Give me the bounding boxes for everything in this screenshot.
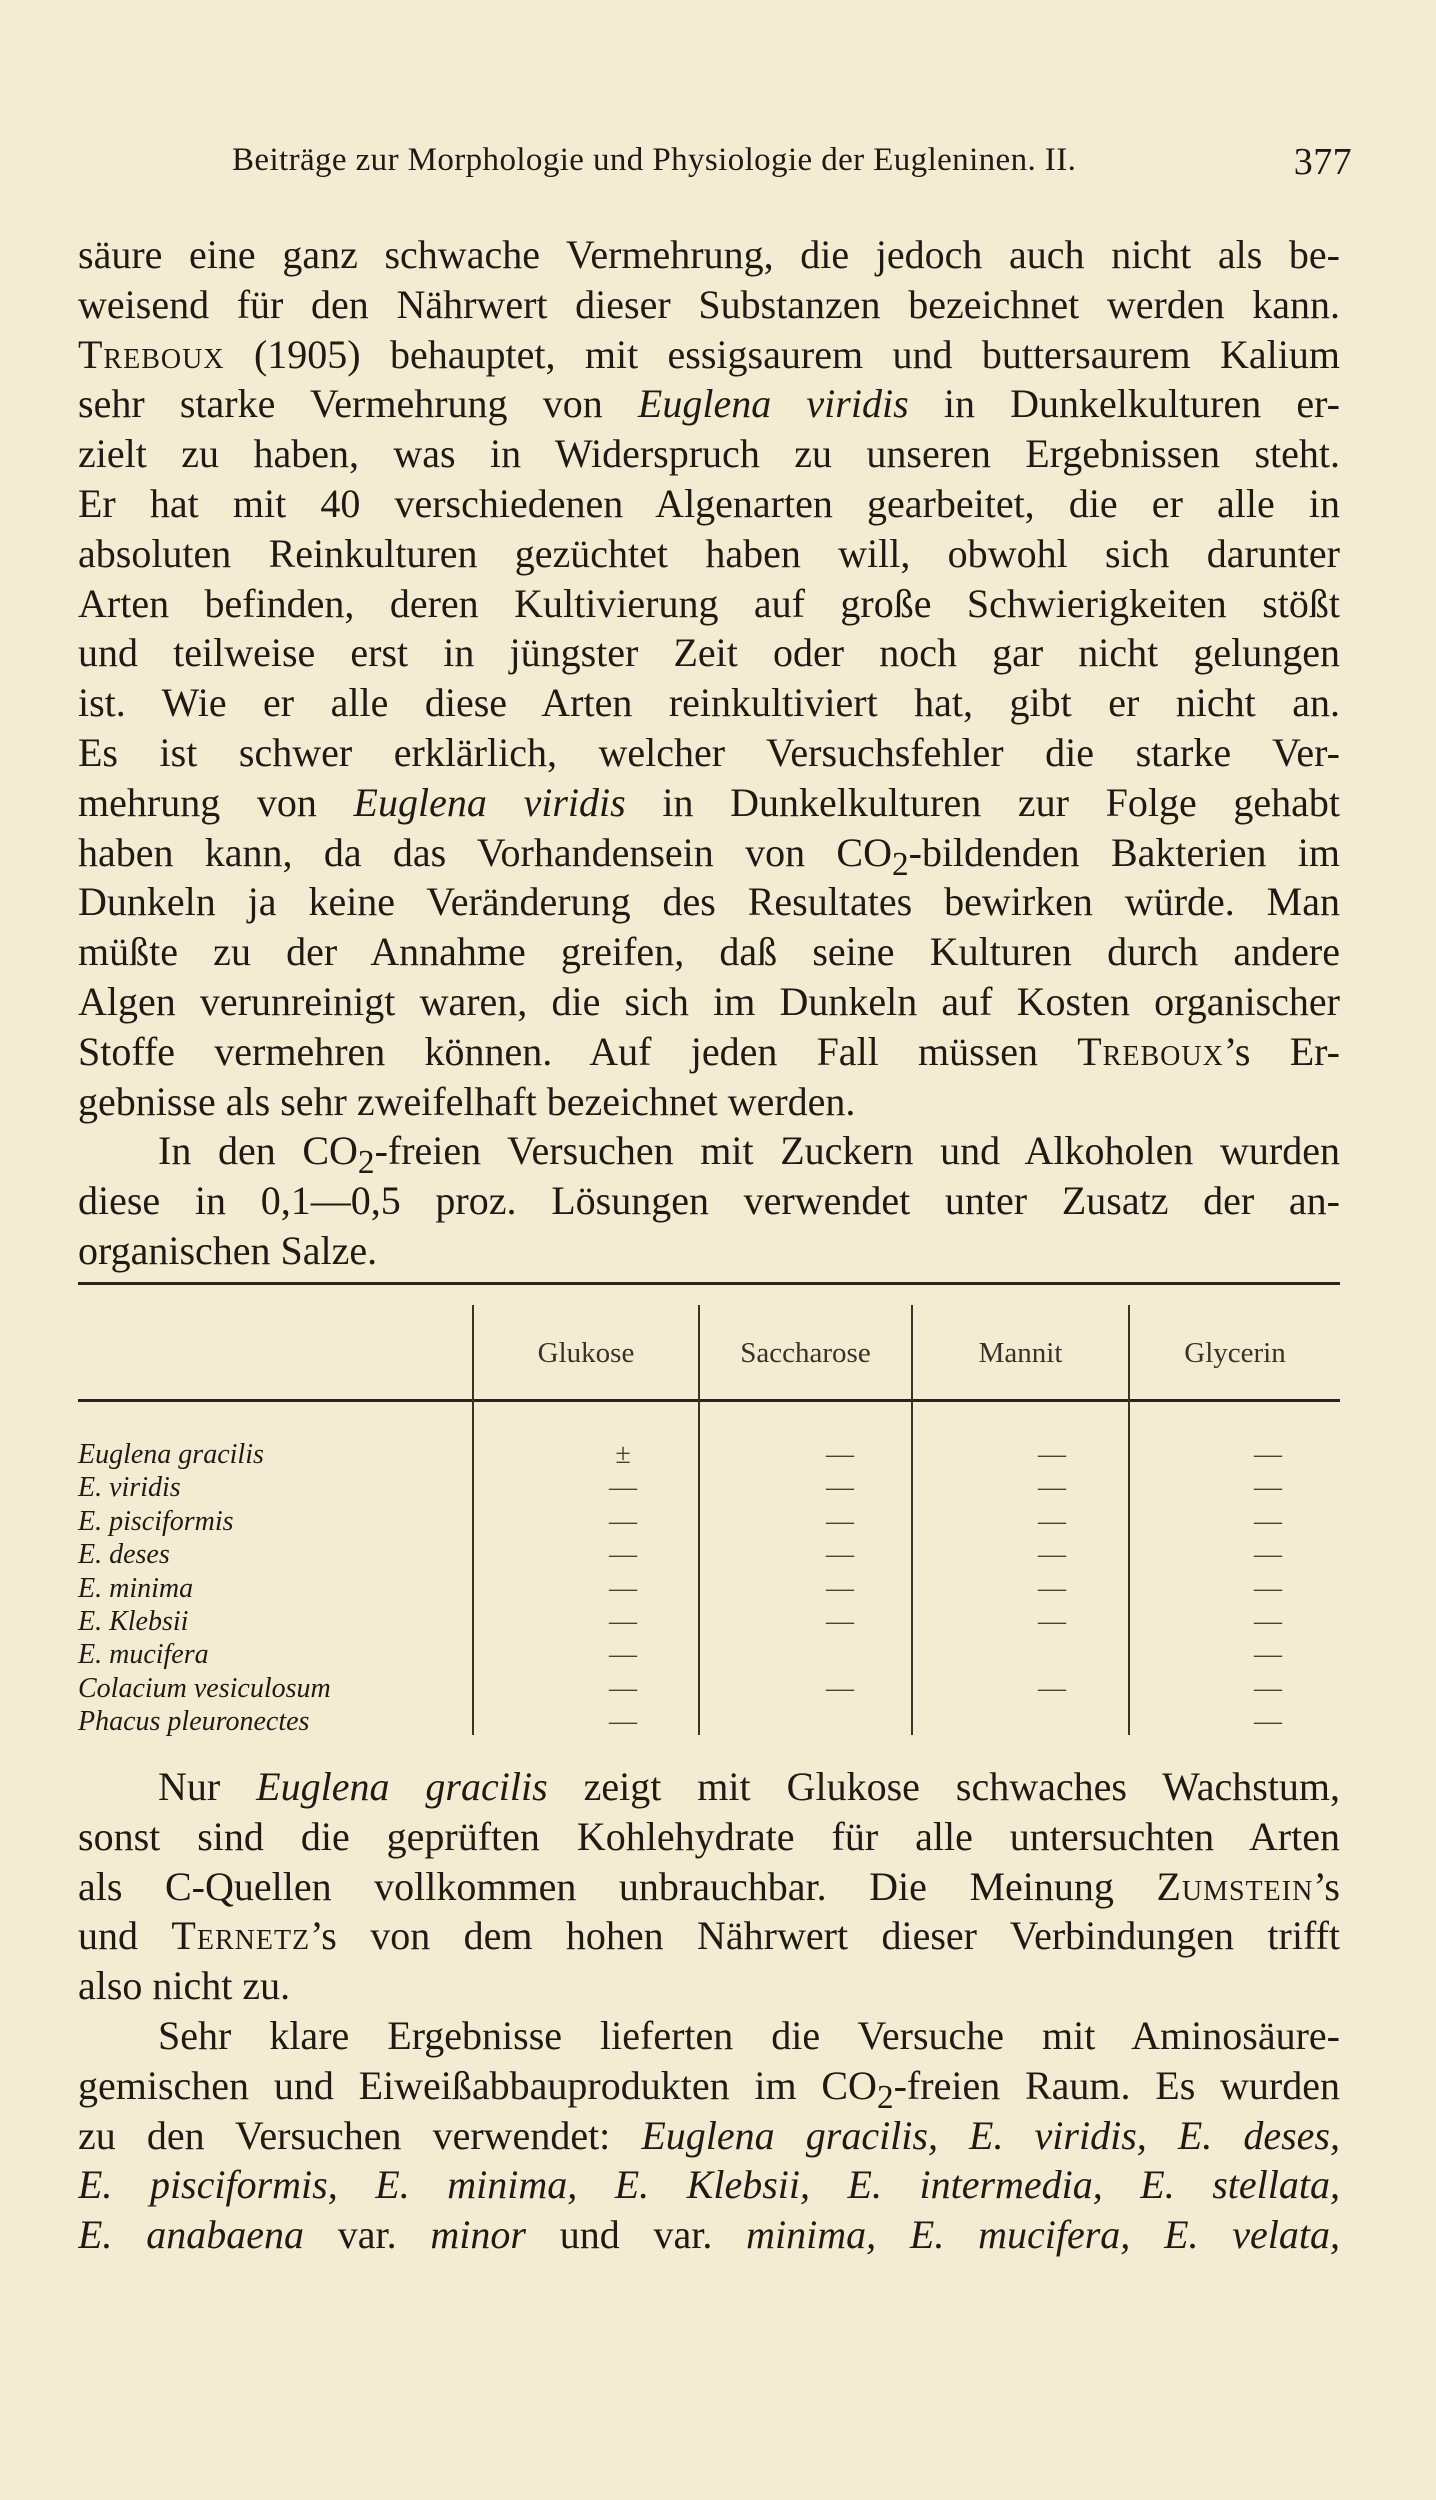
table-row	[78, 1505, 1340, 1538]
text-line: Treboux (1905) behauptet, mit essigsaurem und buttersaurem Kalium	[78, 331, 1340, 377]
result-cell: —	[1254, 1639, 1282, 1671]
column-header: Glycerin	[1184, 1337, 1286, 1369]
species-cell: E. Klebsii	[78, 1605, 189, 1637]
table-top-rule	[78, 1282, 1340, 1285]
species-name: Euglena viridis	[353, 779, 626, 825]
text-line: und teilweise erst in jüngster Zeit oder noch gar nicht gelungen	[78, 630, 1340, 676]
result-cell: —	[609, 1505, 637, 1537]
result-cell: —	[826, 1605, 854, 1637]
text-line: also nicht zu.	[78, 1963, 291, 2009]
result-cell: —	[609, 1539, 637, 1571]
text-line: haben kann, da das Vorhandensein von $CO_2$-bildenden Bakterien im	[78, 829, 1340, 878]
species-name: Euglena viridis	[637, 381, 909, 427]
text-line: Er hat mit 40 verschiedenen Algenarten gearbeitet, die er alle in	[78, 480, 1340, 526]
species-cell: Euglena gracilis	[78, 1439, 264, 1470]
text-line: als C-Quellen vollkommen unbrauchbar. Die Meinung Zumstein’s	[78, 1863, 1340, 1909]
result-cell: —	[609, 1672, 637, 1704]
species-cell: Colacium vesiculosum	[78, 1672, 331, 1704]
table-header-rule	[78, 1399, 1340, 1402]
text-line: In den $CO_2$-freien Versuchen mit Zuckern und Alkoholen wurden	[158, 1128, 1340, 1177]
author-name: Zumstein	[1156, 1863, 1314, 1909]
text-line: Dunkeln ja keine Veränderung des Resultates bewirken würde. Man	[78, 879, 1340, 925]
text-line: E. anabaena var. minor und var. minima, E. mucifera, E. velata,	[78, 2212, 1340, 2258]
text-line: zielt zu haben, was in Widerspruch zu unseren Ergebnissen steht.	[78, 431, 1340, 477]
result-cell: —	[1038, 1439, 1066, 1470]
result-cell: —	[826, 1539, 854, 1571]
result-cell: —	[609, 1472, 637, 1504]
result-cell: —	[1254, 1672, 1282, 1704]
result-cell: —	[1038, 1605, 1066, 1637]
author-name: Treboux	[1077, 1028, 1224, 1074]
running-title: Beiträge zur Morphologie und Physiologie der Eugleninen. II.	[232, 142, 1077, 178]
text-line: Es ist schwer erklärlich, welcher Versuchsfehler die starke Ver-	[78, 729, 1340, 775]
text-line: und Ternetz’s von dem hohen Nährwert dieser Verbindungen trifft	[78, 1913, 1340, 1959]
text-line	[78, 2160, 1340, 2210]
result-cell: —	[609, 1572, 637, 1604]
text-line: säure eine ganz schwache Vermehrung, die jedoch auch nicht als be-	[78, 232, 1340, 277]
result-cell: —	[609, 1706, 637, 1738]
species-name: Euglena gracilis	[256, 1764, 548, 1809]
result-cell: —	[1254, 1439, 1282, 1470]
table-row	[78, 1572, 1340, 1605]
result-cell: —	[1038, 1572, 1066, 1604]
table-row	[78, 1705, 1340, 1738]
text-line: mehrung von Euglena viridis in Dunkelkulturen zur Folge gehabt	[78, 779, 1340, 825]
table-row	[78, 1471, 1340, 1504]
column-header: Saccharose	[740, 1337, 871, 1369]
species-cell: E. pisciformis	[78, 1505, 234, 1537]
text-line: zu den Versuchen verwendet: Euglena gracilis, E. viridis, E. deses,	[78, 2112, 1340, 2158]
author-name: Ternetz	[171, 1913, 311, 1959]
result-cell: —	[826, 1572, 854, 1604]
result-cell: —	[826, 1505, 854, 1537]
text-line: sonst sind die geprüften Kohlehydrate für alle untersuchten Arten	[78, 1813, 1340, 1859]
page-number: 377	[1293, 141, 1352, 183]
result-cell: —	[826, 1672, 854, 1704]
result-cell: —	[1038, 1672, 1066, 1704]
species-list: E. pisciformis, E. minima, E. Klebsii, E. intermedia, E. stellata,	[78, 2162, 1340, 2208]
table-row	[78, 1672, 1340, 1705]
text-block-upper	[78, 230, 1340, 1276]
species-cell: Phacus pleuronectes	[78, 1706, 310, 1738]
text-line: Nur Euglena gracilis zeigt mit Glukose schwaches Wachstum,	[158, 1764, 1340, 1809]
text-line: müßte zu der Annahme greifen, daß seine Kulturen durch andere	[78, 929, 1340, 975]
table-row	[78, 1538, 1340, 1571]
species-cell: E. mucifera	[78, 1639, 209, 1671]
text-block-lower	[78, 1762, 1340, 2260]
table-row	[78, 1605, 1340, 1638]
result-cell: —	[1038, 1472, 1066, 1504]
text-line: sehr starke Vermehrung von Euglena viridis in Dunkelkulturen er-	[78, 381, 1340, 427]
table-body	[78, 1438, 1340, 1739]
result-cell: —	[609, 1639, 637, 1671]
result-cell: —	[609, 1605, 637, 1637]
text-line: ist. Wie er alle diese Arten reinkultiviert hat, gibt er nicht an.	[78, 680, 1340, 726]
species-list: Euglena gracilis, E. viridis, E. deses,	[641, 2112, 1340, 2158]
text-line: weisend für den Nährwert dieser Substanzen bezeichnet werden kann.	[78, 281, 1340, 327]
text-line: absoluten Reinkulturen gezüchtet haben will, obwohl sich darunter	[78, 530, 1340, 576]
page-header	[232, 142, 1352, 192]
result-cell: —	[826, 1439, 854, 1470]
result-cell: —	[1254, 1706, 1282, 1738]
result-cell: —	[1254, 1472, 1282, 1504]
text-line: Algen verunreinigt waren, die sich im Dunkeln auf Kosten organischer	[78, 978, 1340, 1024]
text-line: gebnisse als sehr zweifelhaft bezeichnet werden.	[78, 1078, 856, 1124]
column-header: Glukose	[537, 1337, 635, 1369]
text-line: gemischen und Eiweißabbauprodukten im $CO_2$-freien Raum. Es wurden	[78, 2062, 1340, 2111]
table-row	[78, 1638, 1340, 1671]
column-header: Mannit	[978, 1337, 1063, 1369]
result-cell: —	[1254, 1572, 1282, 1604]
table-row	[78, 1438, 1340, 1471]
result-cell: —	[826, 1472, 854, 1504]
result-cell: —	[1254, 1539, 1282, 1571]
result-cell: —	[1038, 1505, 1066, 1537]
result-cell: ±	[615, 1439, 631, 1470]
species-cell: E. deses	[78, 1539, 170, 1571]
text-line: Stoffe vermehren können. Auf jeden Fall müssen Treboux’s Er-	[78, 1028, 1340, 1074]
text-line: diese in 0,1—0,5 proz. Lösungen verwendet unter Zusatz der an-	[78, 1178, 1340, 1224]
species-cell: E. viridis	[78, 1472, 181, 1504]
author-name: Treboux	[78, 331, 225, 377]
result-cell: —	[1038, 1539, 1066, 1571]
text-line: Sehr klare Ergebnisse lieferten die Versuche mit Aminosäure-	[158, 2012, 1340, 2058]
text-line: organischen Salze.	[78, 1227, 378, 1273]
text-line: Arten befinden, deren Kultivierung auf große Schwierigkeiten stößt	[78, 580, 1340, 626]
species-cell: E. minima	[78, 1572, 194, 1604]
result-cell: —	[1254, 1605, 1282, 1637]
result-cell: —	[1254, 1505, 1282, 1537]
